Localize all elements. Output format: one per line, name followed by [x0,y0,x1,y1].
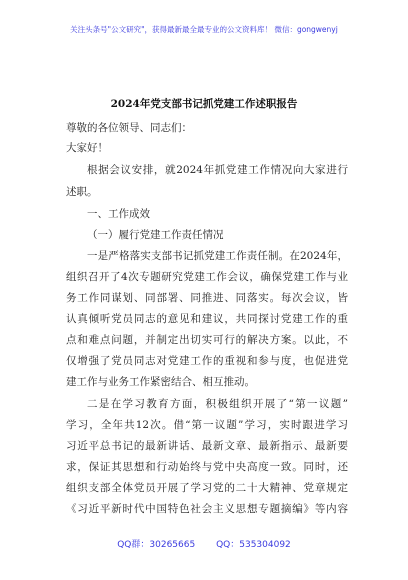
paragraph-line: 二是在学习教育方面，积极组织开展了“第一议题” [87,398,348,410]
paragraph-line: 仅增强了党员同志对党建工作的重视和参与度，也促进党 [66,355,348,367]
header-promo-note: 关注头条号"公文研究"，获得最新最全最专业的公文资料库！ 微信：gongwenyj [70,25,338,34]
footer-contact [0,537,408,550]
document-title: 2024年党支部书记抓党建工作述职报告 [110,98,298,110]
paragraph-line: 学习，全年共12次。借“第一议题”学习，实时跟进学习 [66,419,348,431]
paragraph-line: 一是严格落实支部书记抓党建工作责任制。在2024年， [87,250,348,262]
paragraph-line: 《习近平新时代中国特色社会主义思想专题摘编》等内容 [66,503,348,515]
paragraph-line: 认真倾听党员同志的意见和建议，共同探讨党建工作的重 [66,313,348,325]
subsection-heading: （一）履行党建工作责任情况 [87,229,224,241]
paragraph-line: 点和难点问题，并制定出切实可行的解决方案。以此，不 [66,334,348,346]
paragraph-line: 习近平总书记的最新讲话、最新文章、最新指示、最新要 [66,440,348,452]
paragraph-line: 务工作同谋划、同部署、同推进、同落实。每次会议，皆 [66,292,348,304]
intro-line: 根据会议安排，就2024年抓党建工作情况向大家进行 [87,164,348,176]
qq-number: QQ：535304092 [216,540,291,550]
greeting-line: 尊敬的各位领导、同志们： [66,122,192,134]
paragraph-line: 求，保证其思想和行动始终与党中央高度一致。同时，还 [66,461,348,473]
hello-line: 大家好！ [66,142,108,154]
qq-group-number: QQ群：30265665 [117,540,196,550]
paragraph-line: 建工作与业务工作紧密结合、相互推动。 [66,376,255,388]
section-heading: 一、工作成效 [87,208,150,220]
paragraph-line: 组织召开了4次专题研究党建工作会议，确保党建工作与业 [66,271,348,283]
intro-line: 述职。 [66,186,98,198]
paragraph-line: 组织支部全体党员开展了学习党的二十大精神、党章规定 [66,482,348,494]
